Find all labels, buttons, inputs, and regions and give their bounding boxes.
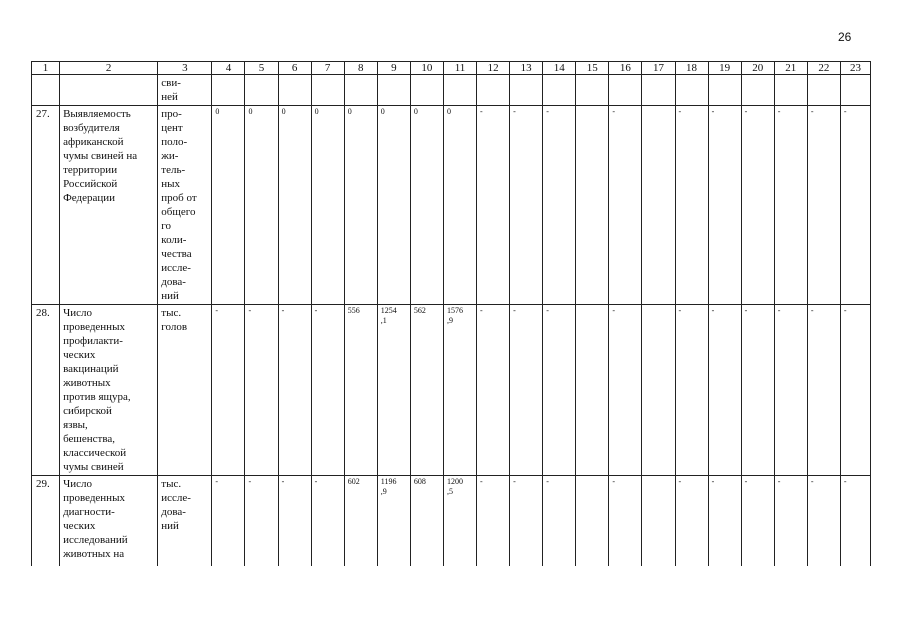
value-cell <box>576 75 609 106</box>
row-number: 28. <box>32 305 60 476</box>
value-cell <box>642 106 675 305</box>
value-cell: 562 <box>410 305 443 476</box>
value-cell: 608 <box>410 476 443 567</box>
value-cell: - <box>477 476 510 567</box>
value-cell: - <box>741 476 774 567</box>
table-row <box>32 476 871 567</box>
value-cell: - <box>708 305 741 476</box>
value-cell: 0 <box>278 106 311 305</box>
value-cell: 1576 ,9 <box>443 305 476 476</box>
value-cell: - <box>840 305 870 476</box>
unit-of-measure: тыс. иссле- дова- ний <box>158 476 212 567</box>
column-header: 11 <box>443 62 476 75</box>
column-header: 5 <box>245 62 278 75</box>
value-cell: - <box>609 305 642 476</box>
value-cell <box>443 75 476 106</box>
value-cell: 0 <box>443 106 476 305</box>
value-cell: 0 <box>377 106 410 305</box>
value-cell <box>344 75 377 106</box>
value-cell: 1254 ,1 <box>377 305 410 476</box>
value-cell <box>543 75 576 106</box>
value-cell: - <box>245 305 278 476</box>
value-cell: - <box>311 305 344 476</box>
unit-cell: сви- ней <box>158 75 212 106</box>
column-header: 21 <box>774 62 807 75</box>
value-cell <box>212 75 245 106</box>
value-cell: - <box>708 106 741 305</box>
value-cell <box>675 75 708 106</box>
value-cell <box>609 75 642 106</box>
value-cell <box>774 75 807 106</box>
value-cell: 1196 ,9 <box>377 476 410 567</box>
column-header: 13 <box>510 62 543 75</box>
indicator-name-cell <box>60 75 158 106</box>
value-cell: - <box>245 476 278 567</box>
column-header: 12 <box>477 62 510 75</box>
value-cell <box>576 106 609 305</box>
value-cell <box>278 75 311 106</box>
value-cell: - <box>741 106 774 305</box>
value-cell: 556 <box>344 305 377 476</box>
value-cell: - <box>510 305 543 476</box>
row-number-cell <box>32 75 60 106</box>
value-cell <box>741 75 774 106</box>
value-cell: - <box>212 305 245 476</box>
value-cell: - <box>477 305 510 476</box>
column-header: 8 <box>344 62 377 75</box>
indicators-table <box>31 61 871 566</box>
column-header: 20 <box>741 62 774 75</box>
indicator-name: Выявляемость возбудителя африканской чумы свиней на территории Российской Федерации <box>60 106 158 305</box>
value-cell <box>642 75 675 106</box>
row-number: 29. <box>32 476 60 567</box>
value-cell: - <box>609 106 642 305</box>
value-cell: 0 <box>410 106 443 305</box>
value-cell <box>510 75 543 106</box>
column-header: 6 <box>278 62 311 75</box>
column-header: 10 <box>410 62 443 75</box>
value-cell: - <box>840 106 870 305</box>
value-cell: - <box>675 106 708 305</box>
column-header: 17 <box>642 62 675 75</box>
column-header: 3 <box>158 62 212 75</box>
value-cell: 602 <box>344 476 377 567</box>
value-cell: - <box>510 476 543 567</box>
table-row <box>32 106 871 305</box>
value-cell <box>477 75 510 106</box>
column-header: 15 <box>576 62 609 75</box>
value-cell <box>708 75 741 106</box>
value-cell <box>576 305 609 476</box>
value-cell: - <box>609 476 642 567</box>
row-number: 27. <box>32 106 60 305</box>
value-cell <box>576 476 609 567</box>
value-cell <box>410 75 443 106</box>
column-header: 19 <box>708 62 741 75</box>
value-cell <box>840 75 870 106</box>
unit-of-measure: про- цент поло- жи- тель- ных проб от общего го коли- чества иссле- дова- ний <box>158 106 212 305</box>
value-cell: - <box>212 476 245 567</box>
value-cell: - <box>278 476 311 567</box>
column-header: 23 <box>840 62 870 75</box>
column-header: 22 <box>807 62 840 75</box>
value-cell: 0 <box>344 106 377 305</box>
value-cell: - <box>774 476 807 567</box>
value-cell: 0 <box>212 106 245 305</box>
value-cell <box>311 75 344 106</box>
table-row <box>32 305 871 476</box>
value-cell <box>642 305 675 476</box>
table-body <box>32 62 871 567</box>
column-header: 14 <box>543 62 576 75</box>
column-header: 1 <box>32 62 60 75</box>
value-cell <box>245 75 278 106</box>
page-number: 26 <box>838 30 852 44</box>
value-cell <box>377 75 410 106</box>
value-cell: - <box>708 476 741 567</box>
value-cell: - <box>774 106 807 305</box>
value-cell: - <box>807 476 840 567</box>
value-cell: 1200 ,5 <box>443 476 476 567</box>
column-number-row <box>32 62 871 75</box>
value-cell: - <box>477 106 510 305</box>
value-cell: - <box>675 305 708 476</box>
column-header: 16 <box>609 62 642 75</box>
value-cell: - <box>543 476 576 567</box>
value-cell: - <box>543 305 576 476</box>
value-cell: - <box>543 106 576 305</box>
value-cell: - <box>807 305 840 476</box>
column-header: 7 <box>311 62 344 75</box>
value-cell: - <box>807 106 840 305</box>
value-cell: - <box>278 305 311 476</box>
indicator-name: Число проведенных профилакти- ческих вакцинаций животных против ящура, сибирской язвы, бешенства, классической чумы свиней <box>60 305 158 476</box>
value-cell: 0 <box>245 106 278 305</box>
value-cell: - <box>840 476 870 567</box>
value-cell <box>642 476 675 567</box>
indicator-name: Число проведенных диагности- ческих исследований животных на <box>60 476 158 567</box>
column-header: 18 <box>675 62 708 75</box>
value-cell: - <box>311 476 344 567</box>
value-cell: - <box>675 476 708 567</box>
value-cell: - <box>510 106 543 305</box>
column-header: 4 <box>212 62 245 75</box>
value-cell: - <box>774 305 807 476</box>
unit-of-measure: тыс. голов <box>158 305 212 476</box>
value-cell <box>807 75 840 106</box>
column-header: 2 <box>60 62 158 75</box>
value-cell: 0 <box>311 106 344 305</box>
column-header: 9 <box>377 62 410 75</box>
value-cell: - <box>741 305 774 476</box>
continuation-row <box>32 75 871 106</box>
